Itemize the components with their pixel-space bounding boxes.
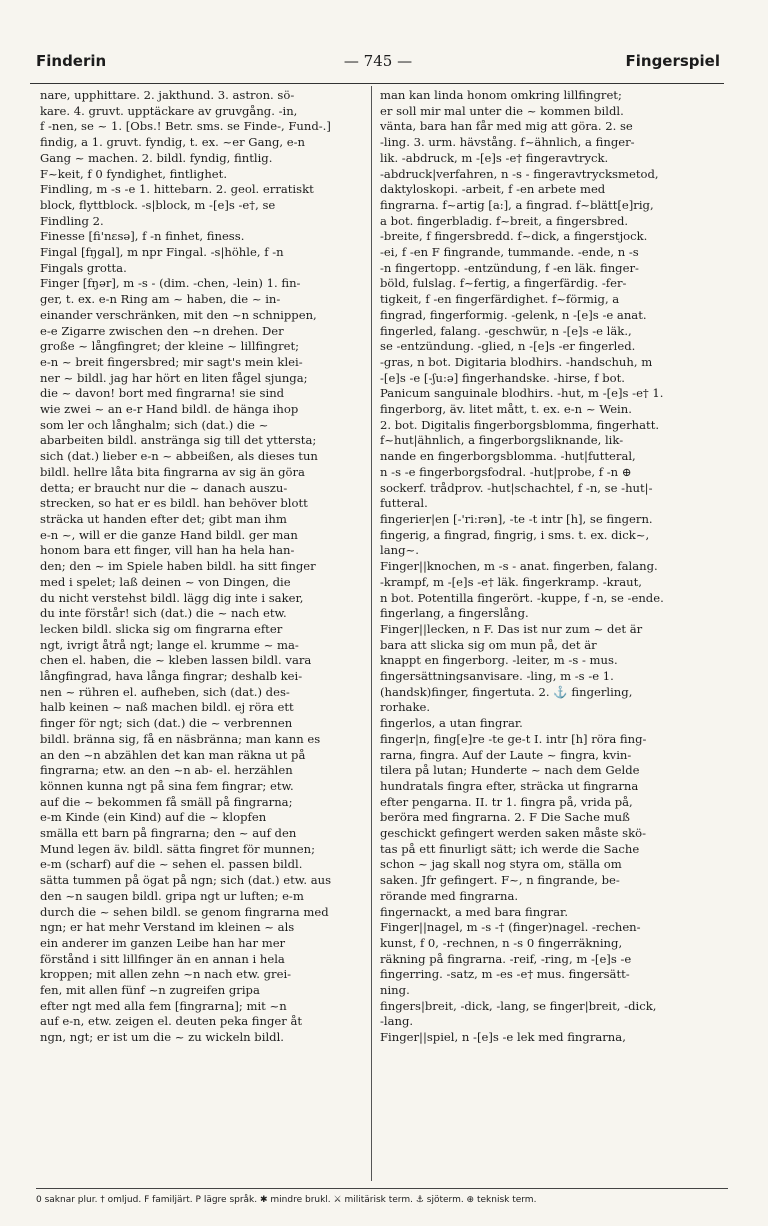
text-line: -ei, f -en F fingrande, tummande. -ende, n -s xyxy=(380,245,639,260)
text-line: fingerring. -satz, m -es -e† mus. fingersätt- xyxy=(380,967,630,982)
text-line: tigkeit, f -en fingerfärdighet. f~förmig, a xyxy=(380,292,620,307)
text-line: f -nen, se ~ 1. [Obs.! Betr. sms. se Finde-, Fund-.] xyxy=(40,119,331,134)
text-line: (handsk)finger, fingertuta. 2. ⚓ fingerling, xyxy=(380,684,633,699)
text-line: böld, fulslag. f~fertig, a fingerfärdig. -fer- xyxy=(380,276,627,291)
text-line: e-e Zigarre zwischen den ~n drehen. Der xyxy=(40,323,284,338)
text-line: er soll mir mal unter die ~ kommen bildl. xyxy=(380,103,624,118)
text-line: Finesse [fi'nεsə], f -n finhet, finess. xyxy=(40,229,245,244)
text-line: finger för ngt; sich (dat.) die ~ verbrennen xyxy=(40,716,293,731)
header-rule xyxy=(30,83,724,84)
text-line: efter pengarna. II. tr 1. fingra på, vrida på, xyxy=(380,794,633,809)
text-line: -n fingertopp. -entzündung, f -en läk. finger- xyxy=(380,260,639,275)
text-line: e-n ~, will er die ganze Hand bildl. ger man xyxy=(40,527,298,542)
text-line: 2. bot. Digitalis fingerborgsblomma, fingerhatt. xyxy=(380,417,660,432)
text-line: Findling 2. xyxy=(40,213,104,228)
text-line: beröra med fingrarna. 2. F Die Sache muß xyxy=(380,810,630,825)
text-line: bildl. bränna sig, få en näsbränna; man kann es xyxy=(40,731,321,746)
text-line: se -entzündung. -glied, n -[e]s -er fingerled. xyxy=(380,339,636,354)
text-line: F~keit, f 0 fyndighet, fintlighet. xyxy=(40,166,228,181)
text-line: den; den ~ im Spiele haben bildl. ha sitt finger xyxy=(40,559,316,574)
text-line: rörande med fingrarna. xyxy=(380,888,519,903)
text-line: -breite, f fingersbredd. f~dick, a fingerstjock. xyxy=(380,229,648,244)
text-line: durch die ~ sehen bildl. se genom fingrarna med xyxy=(40,904,329,919)
text-line: Findling, m -s -e 1. hittebarn. 2. geol. erratiskt xyxy=(40,182,314,197)
text-line: saken. Jfr gefingert. F~, n fingrande, be- xyxy=(380,873,620,888)
text-line: an den ~n abzählen det kan man räkna ut på xyxy=(40,747,306,762)
text-line: schon ~ jag skall nog styra om, ställa om xyxy=(380,857,622,872)
text-line: Finger||knochen, m -s - anat. fingerben, falang. xyxy=(380,559,658,574)
text-line: n bot. Potentilla fingerört. -kuppe, f -n, se -ende. xyxy=(380,590,664,605)
text-line: block, flyttblock. -s|block, m -[e]s -e†, se xyxy=(40,197,276,212)
text-line: kunst, f 0, -rechnen, n -s 0 fingerräkning, xyxy=(380,935,623,950)
page-number: — 745 — xyxy=(343,52,413,70)
text-line: nen ~ rühren el. aufheben, sich (dat.) des- xyxy=(40,684,290,699)
text-line: räkning på fingrarna. -reif, -ring, m -[e]s -e xyxy=(380,951,632,966)
text-line: med i spelet; laß deinen ~ von Dingen, die xyxy=(40,574,291,589)
text-line: fingersättningsanvisare. -ling, m -s -e 1. xyxy=(380,669,614,684)
text-line: die ~ davon! bort med fingrarna! sie sind xyxy=(40,386,285,401)
text-line: daktyloskopi. -arbeit, f -en arbete med xyxy=(380,182,606,197)
text-line: sich (dat.) lieber e-n ~ abbeißen, als dieses tun xyxy=(40,449,318,464)
text-line: den ~n saugen bildl. gripa ngt ur luften; e-m xyxy=(40,888,304,903)
left-running-headword: Finderin xyxy=(36,52,107,70)
text-line: -abdruck|verfahren, n -s - fingeravtrycksmetod, xyxy=(380,166,659,181)
text-line: fen, mit allen fünf ~n zugreifen gripa xyxy=(40,983,260,998)
text-line: smälla ett barn på fingrarna; den ~ auf den xyxy=(40,826,297,841)
text-line: lik. -abdruck, m -[e]s -e† fingeravtryck. xyxy=(380,150,609,165)
text-line: ger, t. ex. e-n Ring am ~ haben, die ~ in- xyxy=(40,292,281,307)
text-line: auf e-n, etw. zeigen el. deuten peka finger åt xyxy=(40,1014,303,1029)
text-line: fingerlos, a utan fingrar. xyxy=(380,716,523,731)
text-line: lecken bildl. slicka sig om fingrarna efter xyxy=(40,621,283,636)
text-line: tas på ett finurligt sätt; ich werde die Sache xyxy=(380,841,640,856)
text-line: e-m (scharf) auf die ~ sehen el. passen bildl. xyxy=(40,857,303,872)
text-line: Finger||spiel, n -[e]s -e lek med fingrarna, xyxy=(380,1030,626,1045)
text-line: fingerlang, a fingerslång. xyxy=(380,606,529,621)
text-line: findig, a 1. gruvt. fyndig, t. ex. ~er Gang, e-n xyxy=(40,135,305,150)
text-line: som ler och långhalm; sich (dat.) die ~ xyxy=(40,417,269,432)
text-line: ein anderer im ganzen Leibe han har mer xyxy=(40,935,286,950)
text-line: man kan linda honom omkring lillfingret; xyxy=(380,88,622,102)
text-line: -ling. 3. urm. hävstång. f~ähnlich, a finger- xyxy=(380,135,635,150)
abbreviation-footnote: 0 saknar plur. † omljud. F familjärt. P lägre språk. ✱ mindre brukl. ⚔ militärisk term. ⚓ sjöterm. ⊕ teknisk term. xyxy=(36,1188,728,1205)
text-line: n -s -e fingerborgsfodral. -hut|probe, f -n ⊕ xyxy=(380,464,632,479)
text-line: rorhake. xyxy=(380,700,431,715)
text-line: wie zwei ~ an e-r Hand bildl. de hänga ihop xyxy=(40,402,299,417)
text-line: a bot. fingerbladig. f~breit, a fingersbred. xyxy=(380,213,629,228)
text-line: fingrarna. f~artig [a:], a fingrad. f~blätt[e]rig, xyxy=(380,197,654,212)
text-line: fingerig, a fingrad, fingrig, i sms. t. ex. dick~, xyxy=(380,527,650,542)
column-divider xyxy=(371,86,372,1181)
text-line: bara att slicka sig om mun på, det är xyxy=(380,637,597,652)
text-line: chen el. haben, die ~ kleben lassen bildl. vara xyxy=(40,653,312,668)
text-line: du nicht verstehst bildl. lägg dig inte i saker, xyxy=(40,590,304,605)
text-line: fingerled, falang. -geschwür, n -[e]s -e läk., xyxy=(380,323,632,338)
text-line: ner ~ bildl. jag har hört en liten fågel sjunga; xyxy=(40,370,308,385)
text-line: futteral. xyxy=(380,496,428,511)
text-line: Mund legen äv. bildl. sätta fingret för munnen; xyxy=(40,841,315,856)
text-line: einander verschränken, mit den ~n schnippen, xyxy=(40,307,317,322)
text-line: ning. xyxy=(380,983,410,998)
text-line: detta; er braucht nur die ~ danach auszu- xyxy=(40,480,288,495)
text-line: geschickt gefingert werden saken måste skö- xyxy=(380,826,647,841)
text-line: Finger [fŋər], m -s - (dim. -chen, -lein) 1. fin- xyxy=(40,276,301,291)
text-line: Gang ~ machen. 2. bildl. fyndig, fintlig. xyxy=(40,150,273,165)
text-line: förstånd i sitt lillfinger än en annan i hela xyxy=(40,951,285,966)
text-line: -gras, n bot. Digitaria blodhirs. -handschuh, m xyxy=(380,354,653,369)
text-line: honom bara ett finger, vill han ha hela han- xyxy=(40,543,295,558)
text-line: bildl. hellre låta bita fingrarna av sig än göra xyxy=(40,464,305,479)
text-line: ngn, ngt; er ist um die ~ zu wickeln bildl. xyxy=(40,1030,284,1045)
text-line: hundratals fingra efter, sträcka ut fingrarna xyxy=(380,778,639,793)
text-line: fingrad, fingerformig. -gelenk, n -[e]s -e anat. xyxy=(380,307,647,322)
text-line: sockerf. trådprov. -hut|schachtel, f -n, se -hut|- xyxy=(380,480,653,495)
text-line: sätta tummen på ögat på ngn; sich (dat.) etw. aus xyxy=(40,873,332,888)
text-line: nande en fingerborgsblomma. -hut|futteral, xyxy=(380,449,636,464)
text-line: ngt, ivrigt åtrå ngt; lange el. krumme ~ ma- xyxy=(40,637,299,652)
right-column xyxy=(380,88,710,1046)
text-line: rarna, fingra. Auf der Laute ~ fingra, kvin- xyxy=(380,747,632,762)
text-line: sträcka ut handen efter det; gibt man ihm xyxy=(40,511,287,526)
text-line: -[e]s -e [-ʃu:ə] fingerhandske. -hirse, f bot. xyxy=(380,370,625,385)
text-line: lang~. xyxy=(380,543,419,558)
text-line: halb keinen ~ naß machen bildl. ej röra ett xyxy=(40,700,294,715)
text-line: Finger||nagel, m -s -† (finger)nagel. -rechen- xyxy=(380,920,641,935)
text-line: långfingrad, hava långa fingrar; deshalb kei- xyxy=(40,669,303,684)
text-line: -lang. xyxy=(380,1014,414,1029)
text-line: Fingals grotta. xyxy=(40,260,127,275)
text-line: fingernackt, a med bara fingrar. xyxy=(380,904,569,919)
page-header xyxy=(36,52,720,78)
text-line: -krampf, m -[e]s -e† läk. fingerkramp. -kraut, xyxy=(380,574,642,589)
text-line: knappt en fingerborg. -leiter, m -s - mus. xyxy=(380,653,618,668)
text-line: Finger||lecken, n F. Das ist nur zum ~ det är xyxy=(380,621,643,636)
text-line: große ~ långfingret; der kleine ~ lillfingret; xyxy=(40,339,300,354)
right-running-headword: Fingerspiel xyxy=(625,52,720,70)
text-line: Fingal [fŋgal], m npr Fingal. -s|höhle, f -n xyxy=(40,245,284,260)
text-line: fingrarna; etw. an den ~n ab- el. herzählen xyxy=(40,763,293,778)
text-line: ngn; er hat mehr Verstand im kleinen ~ als xyxy=(40,920,295,935)
text-line: efter ngt med alla fem [fingrarna]; mit ~n xyxy=(40,998,287,1013)
text-line: tilera på lutan; Hunderte ~ nach dem Gelde xyxy=(380,763,640,778)
text-line: können kunna ngt på sina fem fingrar; etw. xyxy=(40,778,294,793)
text-line: Panicum sanguinale blodhirs. -hut, m -[e]s -e† 1. xyxy=(380,386,664,401)
text-line: abarbeiten bildl. anstränga sig till det yttersta; xyxy=(40,433,317,448)
left-column xyxy=(40,88,365,1046)
text-line: e-m Kinde (ein Kind) auf die ~ klopfen xyxy=(40,810,267,825)
text-line: kare. 4. gruvt. upptäckare av gruvgång. -in, xyxy=(40,103,298,118)
text-line: kroppen; mit allen zehn ~n nach etw. grei- xyxy=(40,967,292,982)
text-line: e-n ~ breit fingersbred; mir sagt's mein klei- xyxy=(40,354,303,369)
text-line: f~hut|ähnlich, a fingerborgsliknande, lik- xyxy=(380,433,624,448)
text-line: fingers|breit, -dick, -lang, se finger|breit, -dick, xyxy=(380,998,657,1013)
text-line: auf die ~ bekommen få smäll på fingrarna; xyxy=(40,794,293,809)
text-line: strecken, so hat er es bildl. han behöver blott xyxy=(40,496,308,511)
text-line: fingerborg, äv. litet mått, t. ex. e-n ~ Wein. xyxy=(380,402,632,417)
text-line: finger|n, fing[e]re -te ge-t I. intr [h] röra fing- xyxy=(380,731,647,746)
text-line: du inte förstår! sich (dat.) die ~ nach etw. xyxy=(40,606,287,621)
text-line: vänta, bara han får med mig att göra. 2. se xyxy=(380,119,633,134)
text-line: nare, upphittare. 2. jakthund. 3. astron. sö- xyxy=(40,88,295,102)
text-line: fingerier|en [-'ri:rən], -te -t intr [h], se fingern. xyxy=(380,511,653,526)
